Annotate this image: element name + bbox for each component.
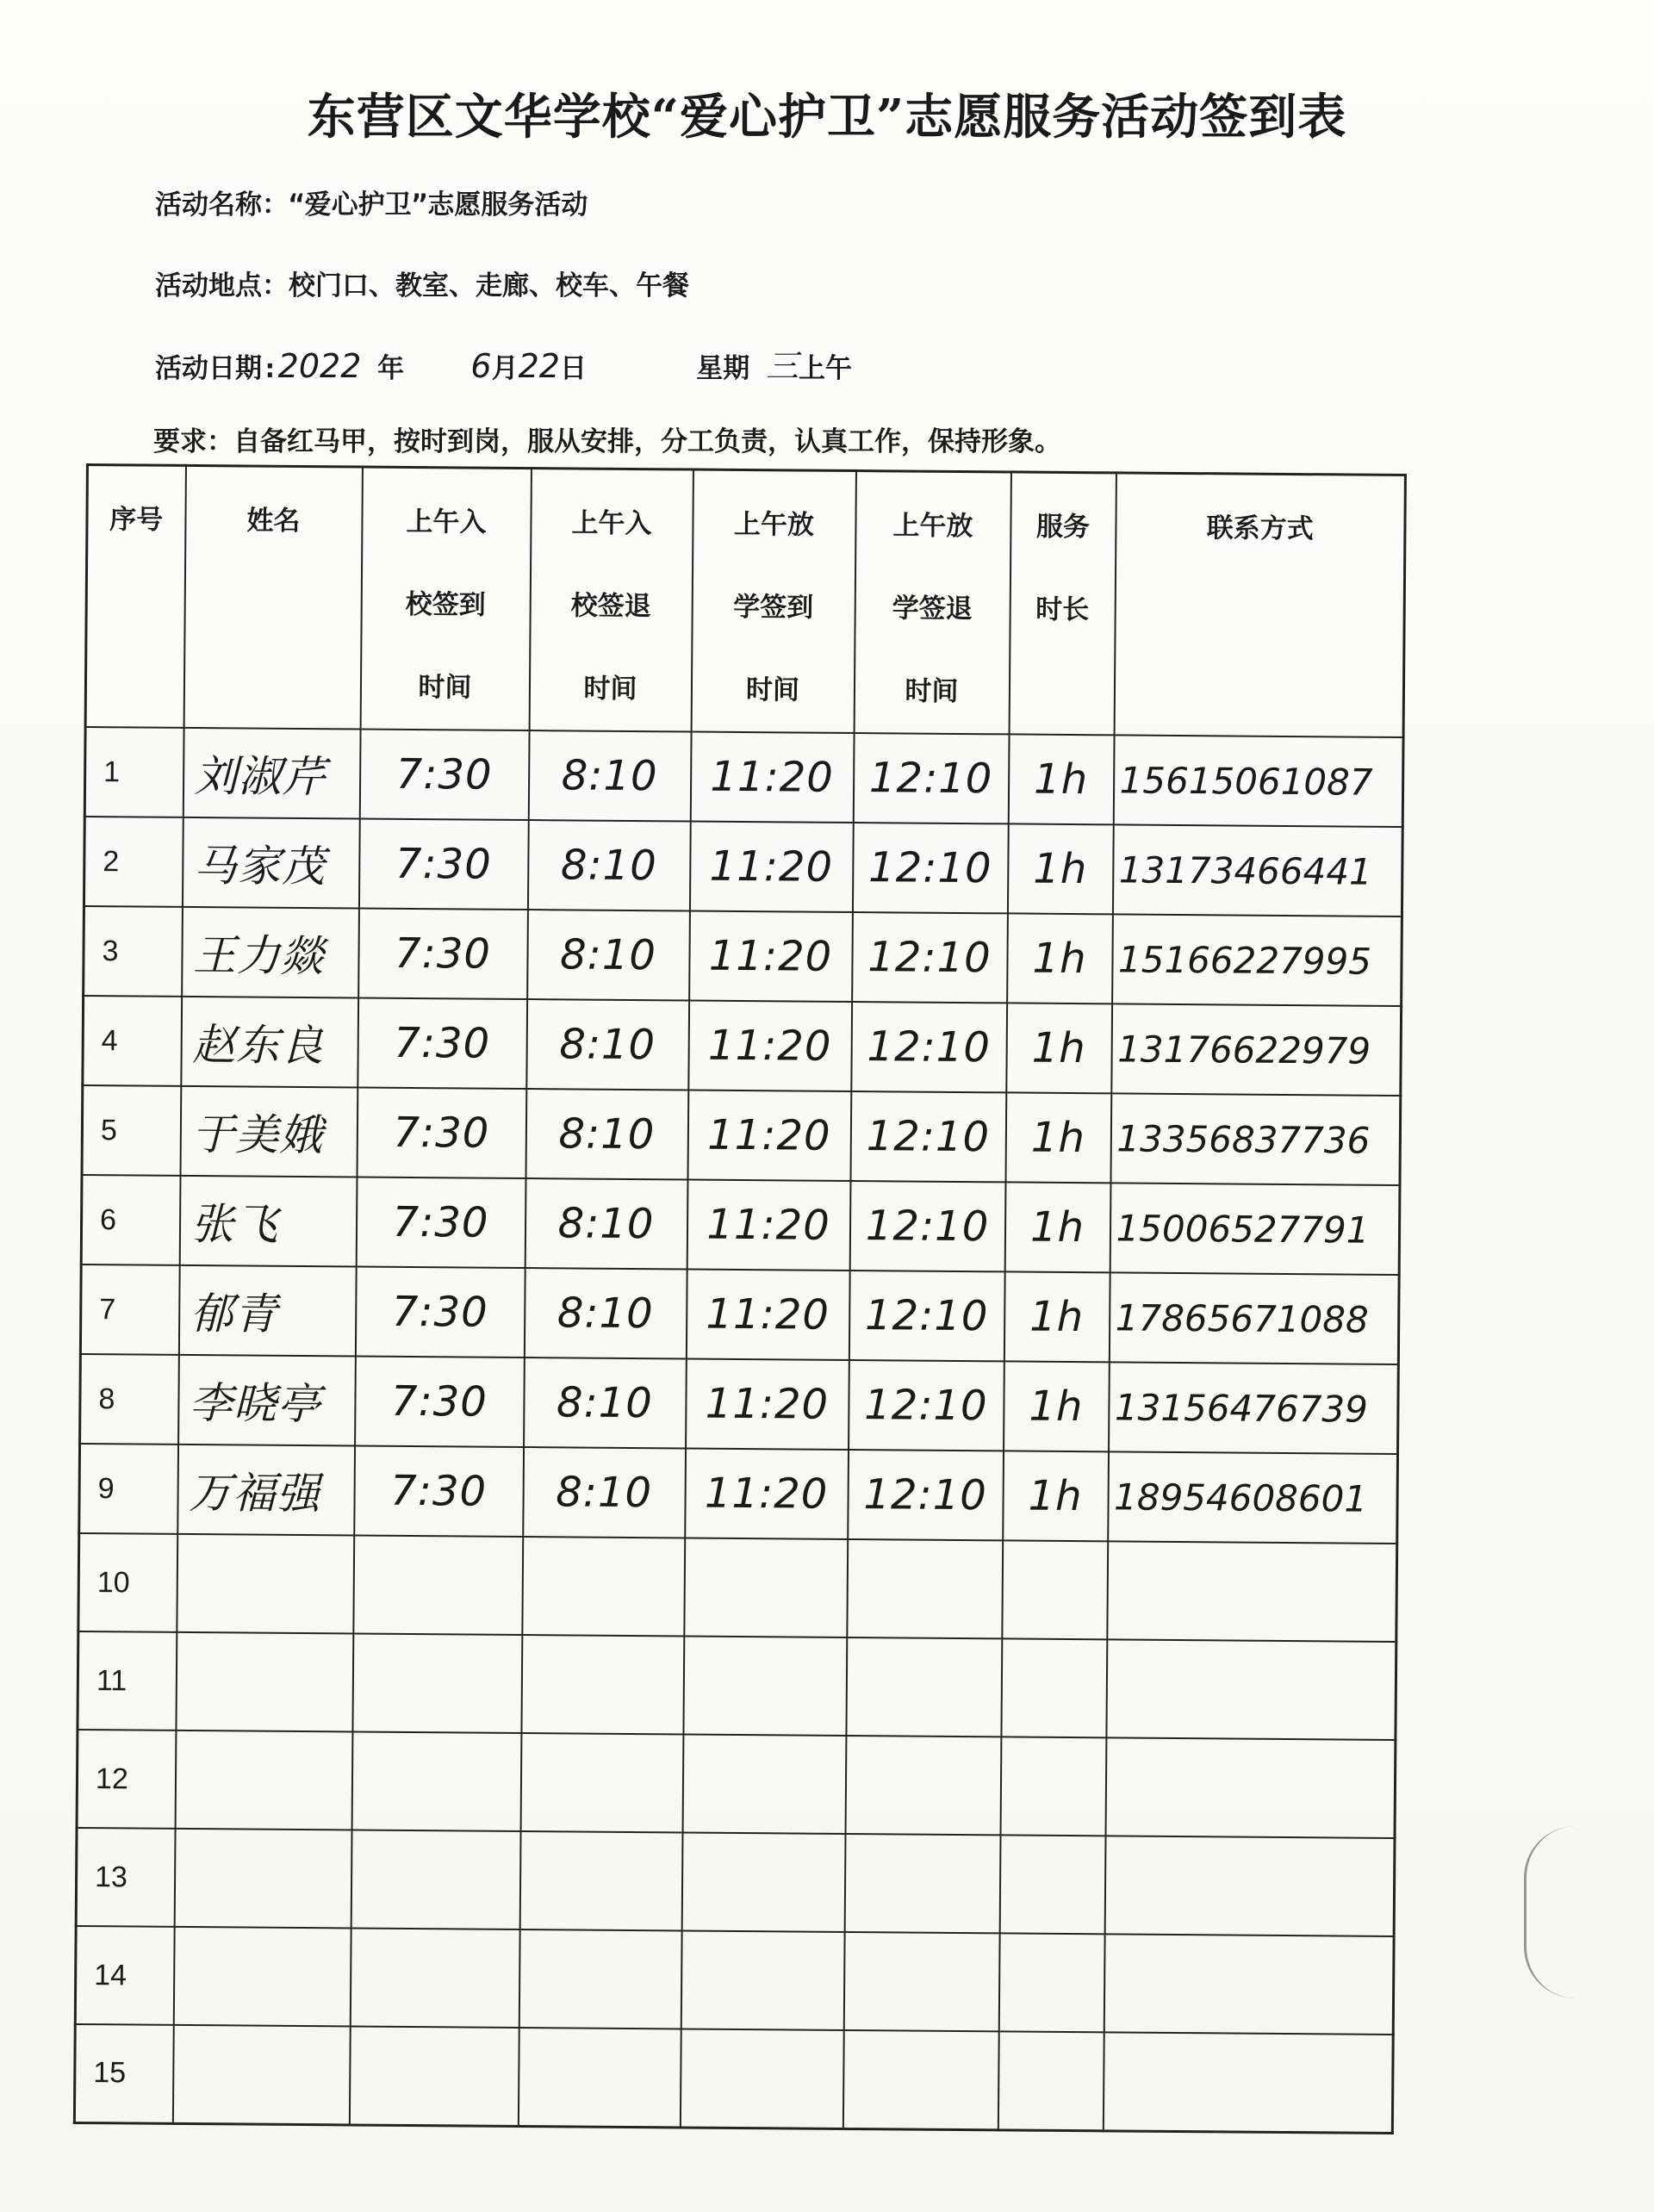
am-out-checkin-time: 11:20 bbox=[687, 1180, 850, 1271]
am-out-checkin-time: 11:20 bbox=[690, 732, 854, 823]
am-out-checkout-time: 12:10 bbox=[852, 912, 1008, 1003]
am-out-checkout-time: 12:10 bbox=[849, 1271, 1004, 1361]
empty-cell bbox=[681, 1832, 845, 1931]
header-line: 学签到 bbox=[733, 591, 814, 624]
empty-cell bbox=[998, 1933, 1104, 2032]
contact-phone: 15615061087 bbox=[1113, 735, 1403, 827]
weekday-label: 星期 bbox=[696, 353, 750, 384]
volunteer-name: 王力燚 bbox=[182, 907, 359, 998]
header-line: 时间 bbox=[583, 673, 637, 705]
row-number: 4 bbox=[83, 996, 182, 1086]
header-line: 上午入 bbox=[571, 507, 652, 540]
am-in-checkin-time: 7:30 bbox=[357, 1087, 526, 1178]
activity-place-value: 校门口、教室、走廊、校车、午餐 bbox=[289, 270, 689, 301]
volunteer-name: 于美娥 bbox=[180, 1086, 358, 1177]
empty-cell bbox=[684, 1538, 848, 1637]
header-line: 时间 bbox=[418, 672, 472, 704]
empty-cell bbox=[176, 1632, 353, 1732]
empty-cell bbox=[519, 1831, 682, 1930]
row-number: 7 bbox=[80, 1264, 179, 1355]
am-out-checkin-time: 11:20 bbox=[686, 1270, 849, 1360]
requirements-line bbox=[153, 419, 1061, 458]
row-number: 11 bbox=[78, 1631, 177, 1730]
empty-rows bbox=[74, 1533, 1396, 2133]
header-line: 时长 bbox=[1035, 593, 1090, 626]
activity-place-line bbox=[155, 264, 689, 302]
date-year-unit: 年 bbox=[377, 353, 405, 384]
empty-cell bbox=[172, 2025, 350, 2125]
volunteer-name: 刘淑芹 bbox=[183, 728, 360, 819]
empty-cell bbox=[518, 2028, 681, 2127]
volunteer-name: 赵东良 bbox=[181, 997, 358, 1088]
sign-in-table bbox=[73, 463, 1407, 2134]
filled-rows bbox=[79, 727, 1403, 1544]
empty-cell bbox=[349, 2026, 519, 2126]
header-am-out-checkout bbox=[854, 471, 1010, 735]
row-number: 10 bbox=[78, 1533, 177, 1632]
empty-cell bbox=[1103, 2032, 1393, 2133]
activity-name-value: “爱心护卫”志愿服务活动 bbox=[289, 190, 588, 221]
volunteer-name: 张飞 bbox=[179, 1176, 357, 1267]
am-out-checkout-time: 12:10 bbox=[849, 1360, 1004, 1451]
header-no: 序号 bbox=[85, 465, 185, 728]
table-row-empty bbox=[78, 1631, 1396, 1740]
empty-cell bbox=[352, 1633, 522, 1733]
row-number: 2 bbox=[84, 817, 183, 907]
am-in-checkin-time: 7:30 bbox=[355, 1266, 525, 1358]
period-value: 上午 bbox=[798, 353, 852, 384]
activity-name-line bbox=[155, 183, 588, 221]
table-row-empty bbox=[76, 1828, 1395, 1936]
contact-phone: 17865671088 bbox=[1109, 1272, 1399, 1364]
am-in-checkin-time: 7:30 bbox=[358, 997, 527, 1089]
sign-in-table-wrapper bbox=[72, 463, 1469, 2206]
am-out-checkin-time: 11:20 bbox=[687, 1090, 851, 1181]
table-row bbox=[80, 1264, 1399, 1364]
date-day-unit: 日 bbox=[559, 353, 587, 384]
service-duration: 1h bbox=[1006, 1003, 1112, 1093]
requirements-label: 要求： bbox=[153, 426, 233, 457]
header-name: 姓名 bbox=[183, 465, 362, 729]
table-row bbox=[79, 1444, 1398, 1544]
row-number: 13 bbox=[76, 1828, 175, 1927]
am-out-checkin-time: 11:20 bbox=[686, 1359, 849, 1450]
am-in-checkin-time: 7:30 bbox=[354, 1445, 524, 1537]
empty-cell bbox=[843, 2030, 998, 2129]
volunteer-name: 万福强 bbox=[177, 1445, 355, 1536]
header-line: 服务 bbox=[1035, 511, 1091, 544]
date-year: 2022 bbox=[277, 347, 362, 385]
am-in-checkin-time: 7:30 bbox=[358, 819, 528, 910]
volunteer-name: 郁青 bbox=[178, 1265, 356, 1357]
header-line: 上午入 bbox=[406, 506, 487, 538]
header-line: 时间 bbox=[745, 674, 800, 706]
activity-place-label: 活动地点： bbox=[155, 270, 289, 301]
volunteer-name: 李晓亭 bbox=[178, 1355, 356, 1446]
empty-cell bbox=[522, 1537, 685, 1636]
row-number: 1 bbox=[84, 727, 183, 817]
empty-cell bbox=[1002, 1540, 1108, 1639]
date-month: 6 bbox=[470, 347, 492, 385]
header-line: 上午放 bbox=[892, 510, 973, 543]
header-line: 上午放 bbox=[733, 508, 815, 541]
table-row bbox=[84, 727, 1403, 827]
am-in-checkin-time: 7:30 bbox=[356, 1177, 525, 1268]
document-title: 东营区文华学校“爱心护卫”志愿服务活动签到表 bbox=[307, 89, 1347, 146]
am-in-checkout-time: 8:10 bbox=[527, 910, 690, 1000]
contact-phone: 18954608601 bbox=[1108, 1451, 1398, 1544]
empty-cell bbox=[999, 1835, 1105, 1934]
am-out-checkout-time: 12:10 bbox=[852, 823, 1008, 913]
am-in-checkout-time: 8:10 bbox=[525, 1089, 688, 1179]
contact-phone: 15166227995 bbox=[1112, 914, 1402, 1006]
row-number: 15 bbox=[74, 2024, 173, 2123]
empty-cell bbox=[1000, 1737, 1106, 1836]
am-out-checkout-time: 12:10 bbox=[851, 1002, 1007, 1092]
empty-cell bbox=[1105, 1737, 1396, 1838]
volunteer-name: 马家茂 bbox=[182, 817, 359, 909]
service-duration: 1h bbox=[1003, 1451, 1109, 1541]
empty-cell bbox=[843, 1932, 999, 2031]
am-in-checkout-time: 8:10 bbox=[523, 1447, 686, 1538]
table-row-empty bbox=[78, 1533, 1397, 1642]
header-am-in-checkin bbox=[360, 467, 531, 730]
am-out-checkout-time: 12:10 bbox=[850, 1091, 1006, 1182]
contact-phone: 13156476739 bbox=[1109, 1362, 1399, 1454]
empty-cell bbox=[847, 1539, 1003, 1638]
am-in-checkout-time: 8:10 bbox=[525, 1178, 687, 1269]
am-in-checkout-time: 8:10 bbox=[526, 999, 689, 1090]
table-row-empty bbox=[77, 1730, 1396, 1838]
am-out-checkout-time: 12:10 bbox=[848, 1450, 1004, 1540]
table-row bbox=[84, 906, 1402, 1006]
table-row-empty bbox=[74, 2024, 1393, 2133]
am-in-checkout-time: 8:10 bbox=[528, 730, 691, 821]
empty-cell bbox=[682, 1734, 846, 1833]
am-in-checkout-time: 8:10 bbox=[524, 1358, 687, 1448]
am-out-checkin-time: 11:20 bbox=[689, 822, 853, 912]
row-number: 14 bbox=[75, 1926, 174, 2025]
empty-cell bbox=[1104, 1934, 1394, 2035]
header-am-out-checkin bbox=[691, 469, 855, 733]
empty-cell bbox=[174, 1829, 351, 1929]
activity-date-label: 活动日期: bbox=[155, 353, 278, 384]
contact-phone: 13356837736 bbox=[1110, 1093, 1401, 1185]
table-row bbox=[83, 996, 1402, 1096]
empty-cell bbox=[519, 1929, 681, 2029]
table-row bbox=[84, 817, 1402, 916]
am-out-checkin-time: 11:20 bbox=[685, 1448, 849, 1538]
activity-date-line bbox=[155, 339, 852, 387]
empty-cell bbox=[1107, 1541, 1397, 1642]
contact-phone: 15006527791 bbox=[1110, 1183, 1400, 1275]
empty-cell bbox=[845, 1736, 1001, 1835]
empty-cell bbox=[173, 1927, 351, 2027]
contact-phone: 13173466441 bbox=[1112, 824, 1402, 916]
empty-cell bbox=[681, 1930, 844, 2029]
am-out-checkin-time: 11:20 bbox=[688, 1001, 852, 1091]
header-line: 学签退 bbox=[892, 593, 973, 625]
row-number: 6 bbox=[81, 1175, 180, 1265]
service-duration: 1h bbox=[1008, 734, 1114, 824]
service-duration: 1h bbox=[1007, 823, 1113, 914]
weekday-value: 三 bbox=[765, 347, 799, 385]
header-line: 校签到 bbox=[405, 588, 486, 621]
empty-cell bbox=[846, 1637, 1002, 1737]
header-am-in-checkout bbox=[529, 469, 693, 732]
row-number: 9 bbox=[79, 1444, 178, 1534]
date-day: 22 bbox=[518, 347, 560, 385]
table-header-row bbox=[85, 465, 1405, 738]
service-duration: 1h bbox=[1004, 1182, 1110, 1272]
empty-cell bbox=[351, 1830, 520, 1929]
header-contact: 联系方式 bbox=[1114, 473, 1405, 737]
service-duration: 1h bbox=[1007, 913, 1113, 1003]
am-out-checkout-time: 12:10 bbox=[849, 1181, 1005, 1271]
row-number: 3 bbox=[84, 906, 183, 997]
empty-cell bbox=[1104, 1836, 1395, 1936]
date-month-unit: 月 bbox=[491, 353, 519, 384]
empty-cell bbox=[1106, 1639, 1396, 1740]
table-row bbox=[82, 1085, 1401, 1185]
table-row-empty bbox=[75, 1926, 1394, 2035]
am-in-checkin-time: 7:30 bbox=[358, 909, 528, 1000]
header-line: 时间 bbox=[905, 675, 959, 707]
empty-cell bbox=[998, 2031, 1104, 2130]
service-duration: 1h bbox=[1004, 1271, 1110, 1362]
header-duration bbox=[1009, 472, 1116, 735]
requirements-value: 自备红马甲，按时到岗，服从安排，分工负责，认真工作，保持形象。 bbox=[233, 426, 1061, 457]
empty-cell bbox=[844, 1834, 1000, 1933]
pen-scribble-mark bbox=[1524, 1826, 1630, 1998]
empty-cell bbox=[520, 1733, 683, 1832]
empty-cell bbox=[521, 1635, 684, 1734]
row-number: 12 bbox=[77, 1730, 176, 1829]
empty-cell bbox=[683, 1636, 847, 1735]
am-out-checkin-time: 11:20 bbox=[689, 911, 853, 1002]
service-duration: 1h bbox=[1004, 1361, 1110, 1451]
row-number: 5 bbox=[82, 1085, 181, 1176]
table-row bbox=[81, 1175, 1400, 1275]
header-line: 校签退 bbox=[570, 590, 651, 623]
empty-cell bbox=[353, 1535, 523, 1635]
activity-name-label: 活动名称： bbox=[155, 190, 289, 221]
contact-phone: 13176622979 bbox=[1111, 1003, 1402, 1096]
empty-cell bbox=[175, 1730, 352, 1830]
empty-cell bbox=[680, 2029, 843, 2128]
empty-cell bbox=[1001, 1638, 1107, 1737]
empty-cell bbox=[177, 1534, 354, 1634]
service-duration: 1h bbox=[1005, 1092, 1111, 1183]
empty-cell bbox=[350, 1928, 519, 2028]
row-number: 8 bbox=[80, 1354, 179, 1445]
am-in-checkin-time: 7:30 bbox=[359, 730, 529, 821]
am-in-checkout-time: 8:10 bbox=[524, 1268, 687, 1358]
table-row bbox=[80, 1354, 1399, 1454]
am-in-checkout-time: 8:10 bbox=[527, 820, 690, 910]
empty-cell bbox=[351, 1731, 521, 1831]
am-out-checkout-time: 12:10 bbox=[853, 733, 1009, 823]
am-in-checkin-time: 7:30 bbox=[355, 1356, 525, 1447]
